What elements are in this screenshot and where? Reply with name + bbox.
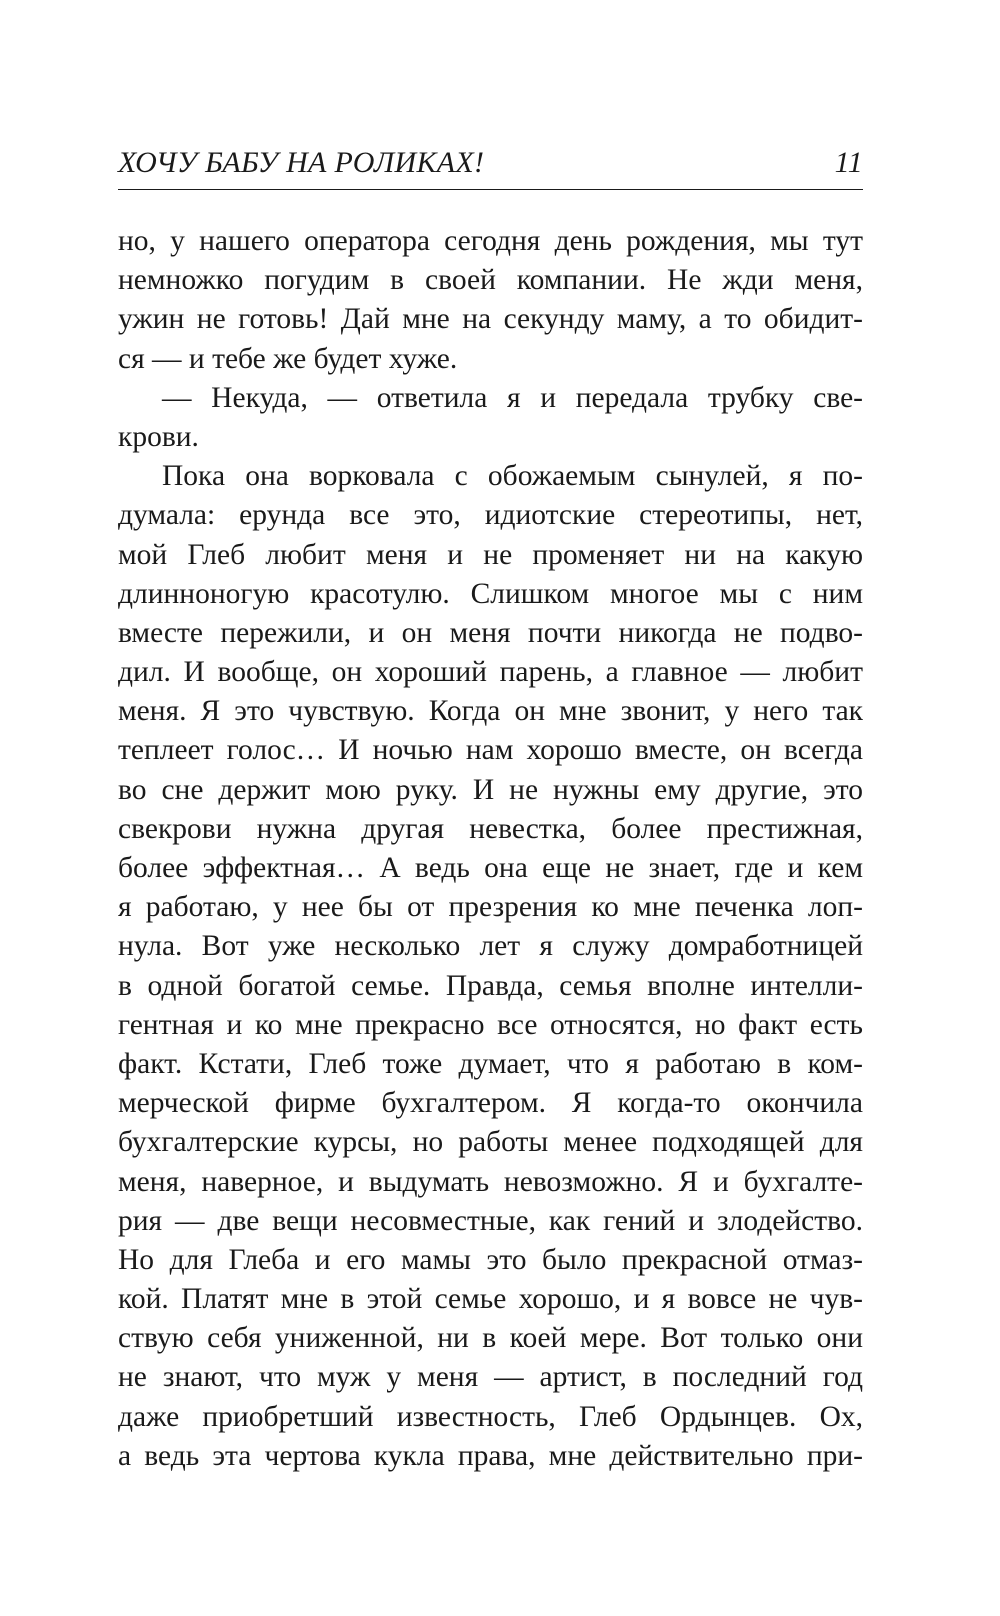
- text-line: ужин не готовь! Дай мне на секунду маму, а то обидит-: [118, 303, 863, 336]
- text-line: дил. И вообще, он хороший парень, а главное — любит: [118, 656, 863, 689]
- text-line: во сне держит мою руку. И не нужны ему другие, это: [118, 773, 863, 806]
- text-line: ся — и тебе же будет хуже.: [118, 342, 458, 375]
- text-line: теплеет голос… И ночью нам хорошо вместе, он всегда: [118, 734, 863, 767]
- text-line: вместе пережили, и он меня почти никогда не подво-: [118, 616, 863, 649]
- text-line: длинноногую красотулю. Слишком многое мы с ним: [118, 577, 863, 610]
- text-line: мой Глеб любит меня и не променяет ни на какую: [118, 538, 863, 571]
- text-line: мерческой фирме бухгалтером. Я когда-то окончила: [118, 1087, 863, 1120]
- page-number: 11: [834, 146, 863, 179]
- text-line: даже приобретший известность, Глеб Ордынцев. Ох,: [118, 1400, 863, 1433]
- text-line: меня, наверное, и выдумать невозможно. Я и бухгалте-: [118, 1165, 863, 1198]
- header-rule: [118, 189, 863, 190]
- text-line: кой. Платят мне в этой семье хорошо, и я вовсе не чув-: [118, 1283, 863, 1316]
- text-line: — Некуда, — ответила я и передала трубку све-: [162, 381, 863, 414]
- text-line: думала: ерунда все это, идиотские стереотипы, нет,: [118, 499, 863, 532]
- running-head-title: ХОЧУ БАБУ НА РОЛИКАХ!: [118, 146, 485, 179]
- body-text: [118, 222, 863, 1476]
- text-line: свекрови нужна другая невестка, более престижная,: [118, 812, 863, 845]
- text-line: более эффектная… А ведь она еще не знает, где и кем: [118, 852, 863, 884]
- text-line: рия — две вещи несовместные, как гений и злодейство.: [118, 1204, 863, 1237]
- text-line: гентная и ко мне прекрасно все относятся, но факт есть: [118, 1008, 863, 1041]
- running-header: [118, 146, 863, 186]
- text-line: но, у нашего оператора сегодня день рождения, мы тут: [118, 225, 863, 257]
- text-line: факт. Кстати, Глеб тоже думает, что я работаю в ком-: [118, 1047, 863, 1080]
- text-line: в одной богатой семье. Правда, семья вполне интелли-: [118, 969, 863, 1002]
- text-line: крови.: [118, 420, 199, 453]
- text-line: бухгалтерские курсы, но работы менее подходящей для: [118, 1126, 863, 1159]
- text-line: не знают, что муж у меня — артист, в последний год: [118, 1361, 863, 1394]
- text-line: немножко погудим в своей компании. Не жди меня,: [118, 264, 863, 297]
- text-line: Пока она ворковала с обожаемым сынулей, я по-: [162, 460, 863, 493]
- text-line: ствую себя униженной, ни в коей мере. Вот только они: [118, 1322, 863, 1355]
- text-line: Но для Глеба и его мамы это было прекрасной отмаз-: [118, 1243, 863, 1276]
- text-line: нула. Вот уже несколько лет я служу домработницей: [118, 930, 863, 963]
- text-line: я работаю, у нее бы от презрения ко мне печенка лоп-: [118, 891, 863, 924]
- text-line: меня. Я это чувствую. Когда он мне звонит, у него так: [118, 695, 863, 728]
- text-line: а ведь эта чертова кукла права, мне действительно при-: [118, 1439, 863, 1472]
